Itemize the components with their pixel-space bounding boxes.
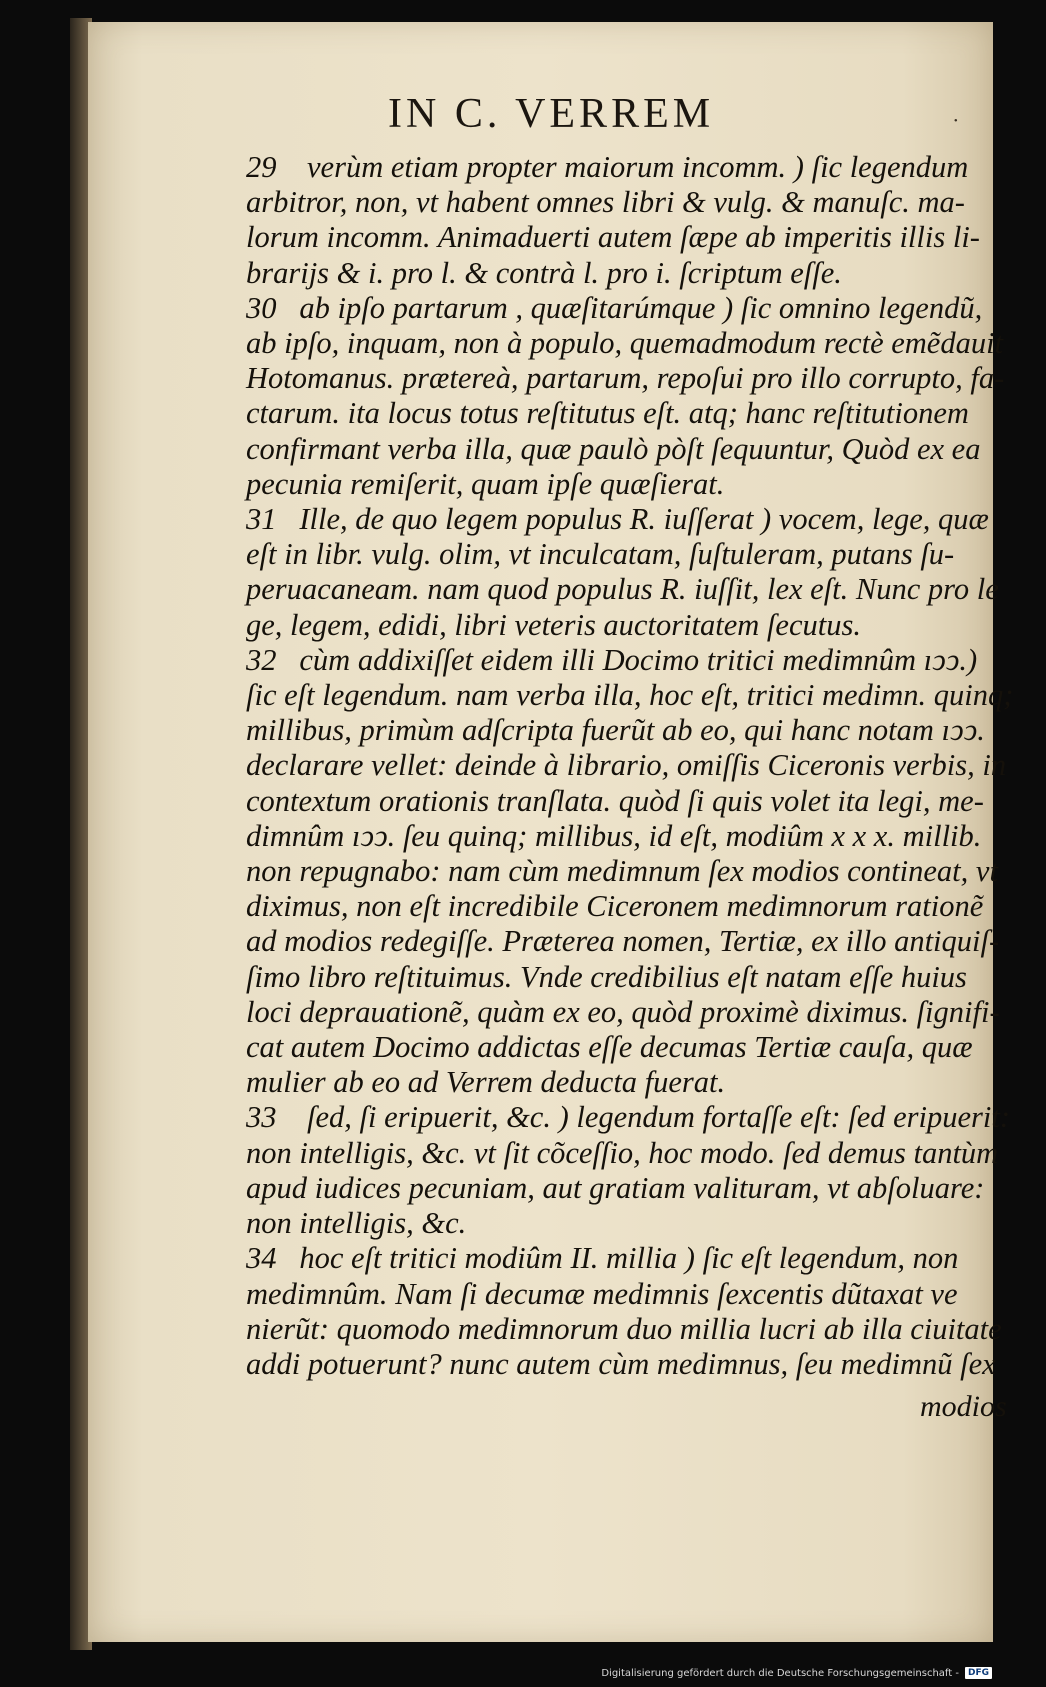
text-line: ſic eſt legendum. nam verba illa, hoc eſt, tritici medimn. quinq; bbox=[246, 678, 1014, 713]
text-line: non repugnabo: nam cùm medimnum ſex modios contineat, vt bbox=[246, 854, 998, 889]
text-line: 30 ab ipſo partarum , quæſitarúmque ) ſic omnino legendũ, bbox=[246, 290, 983, 325]
text-line: mulier ab eo ad Verrem deducta fuerat. bbox=[246, 1065, 726, 1100]
text-line: apud iudices pecuniam, aut gratiam valituram, vt abſoluare: bbox=[246, 1170, 985, 1205]
book-page bbox=[88, 22, 1014, 1642]
text-line: addi potuerunt? nunc autem cùm medimnus, ſeu medimnũ ſex bbox=[246, 1346, 996, 1381]
text-line: 32 cùm addixiſſet eidem illi Docimo tritici medimnûm ıↄↄ.) bbox=[246, 642, 978, 677]
text-line: ge, legem, edidi, libri veteris auctoritatem ſecutus. bbox=[246, 607, 861, 642]
text-line: medimnûm. Nam ſi decumæ medimnis ſexcentis dũtaxat ve bbox=[246, 1276, 958, 1311]
text-line: peruacaneam. nam quod populus R. iuſſit, lex eſt. Nunc pro le bbox=[246, 572, 999, 607]
text-line: non intelligis, &c. vt ſit cõceſſio, hoc modo. ſed demus tantùm bbox=[246, 1135, 999, 1170]
text-line: ſimo libro reſtituimus. Vnde credibilius eſt natam eſſe huius bbox=[246, 959, 967, 994]
commentary-text bbox=[246, 150, 1046, 1382]
footer-credit bbox=[601, 1663, 992, 1683]
running-header: IN C. VERREM bbox=[388, 91, 715, 137]
header-mark: · bbox=[952, 108, 959, 132]
text-line: non intelligis, &c. bbox=[246, 1206, 467, 1241]
text-line: millibus, primùm adſcripta fuerũt ab eo, qui hanc notam ıↄↄ. bbox=[246, 713, 985, 748]
catchword: modios bbox=[920, 1390, 1007, 1423]
text-line: 33 ſed, ſi eripuerit, &c. ) legendum fortaſſe eſt: ſed eripuerit: bbox=[246, 1100, 1011, 1135]
footer-text: Digitalisierung gefördert durch die Deutsche Forschungsgemeinschaft - bbox=[601, 1667, 959, 1679]
text-line: ab ipſo, inquam, non à populo, quemadmodum rectè emẽdauit bbox=[246, 326, 1004, 361]
text-line: confirmant verba illa, quæ paulò pòſt ſequuntur, Quòd ex ea bbox=[246, 431, 981, 466]
text-line: cat autem Docimo addictas eſſe decumas Tertiæ cauſa, quæ bbox=[246, 1030, 973, 1065]
text-line: dimnûm ıↄↄ. ſeu quinq; millibus, id eſt, modiûm x x x. millib. bbox=[246, 818, 982, 853]
text-line: contextum orationis tranſlata. quòd ſi quis volet ita legi, me- bbox=[246, 783, 984, 818]
text-line: Hotomanus. prætereà, partarum, repoſui pro illo corrupto, fa- bbox=[246, 361, 1005, 396]
text-line: nierũt: quomodo medimnorum duo millia lucri ab illa ciuitate bbox=[246, 1311, 1002, 1346]
dfg-logo-icon: DFG bbox=[965, 1667, 992, 1679]
text-line: ctarum. ita locus totus reſtitutus eſt. atq; hanc reſtitutionem bbox=[246, 396, 969, 431]
text-line: 34 hoc eſt tritici modiûm II. millia ) ſic eſt legendum, non bbox=[246, 1241, 959, 1276]
text-line: lorum incomm. Animaduerti autem ſæpe ab imperitis illis li- bbox=[246, 220, 980, 255]
text-line: 29 verùm etiam propter maiorum incomm. ) ſic legendum bbox=[246, 150, 969, 184]
text-line: diximus, non eſt incredibile Ciceronem medimnorum rationẽ bbox=[246, 889, 984, 924]
text-line: arbitror, non, vt habent omnes libri & vulg. & manuſc. ma- bbox=[246, 185, 965, 220]
text-line: declarare vellet: deinde à librario, omiſſis Ciceronis verbis, in bbox=[246, 748, 1007, 783]
text-line: brarijs & i. pro l. & contrà l. pro i. ſcriptum eſſe. bbox=[246, 255, 842, 290]
text-line: pecunia remiſerit, quam ipſe quæſierat. bbox=[246, 466, 725, 501]
text-line: ad modios redegiſſe. Præterea nomen, Tertiæ, ex illo antiquiſ- bbox=[246, 924, 1000, 959]
text-line: eſt in libr. vulg. olim, vt inculcatam, ſuſtuleram, putans ſu- bbox=[246, 537, 955, 572]
text-line: loci deprauationẽ, quàm ex eo, quòd proximè diximus. ſignifi- bbox=[246, 994, 1000, 1029]
text-line: 31 Ille, de quo legem populus R. iuſſerat ) vocem, lege, quæ bbox=[246, 502, 989, 537]
